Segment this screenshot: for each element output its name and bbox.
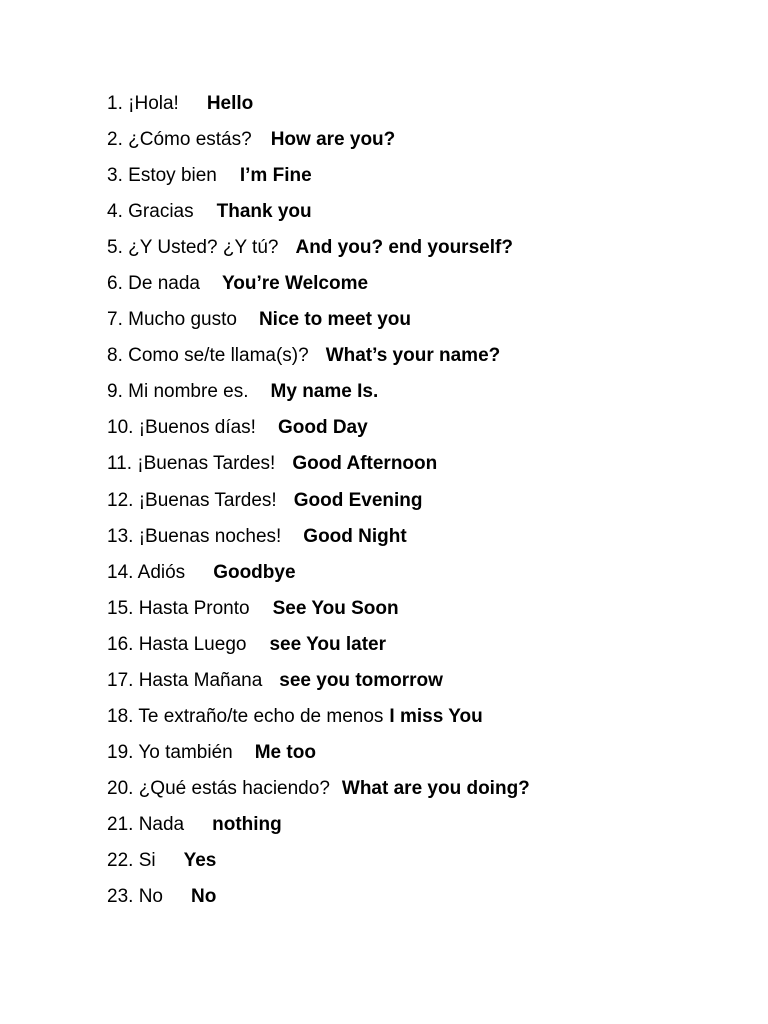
english-translation: See You Soon bbox=[272, 597, 399, 619]
item-number: 13. bbox=[107, 525, 134, 547]
list-item bbox=[107, 270, 530, 306]
english-translation: Good Evening bbox=[293, 489, 423, 511]
english-translation: Goodbye bbox=[213, 561, 296, 583]
item-number: 19. bbox=[107, 741, 134, 763]
english-translation: Yes bbox=[183, 849, 217, 871]
item-number: 22. bbox=[107, 849, 134, 871]
list-item bbox=[107, 811, 530, 847]
spanish-phrase: Nada bbox=[138, 813, 185, 835]
list-item bbox=[107, 487, 530, 523]
list-item bbox=[107, 234, 530, 270]
spanish-phrase: Gracias bbox=[128, 201, 194, 223]
spanish-phrase: Adiós bbox=[137, 561, 186, 583]
spanish-phrase: ¡Hola! bbox=[128, 93, 179, 114]
spanish-phrase: ¡Buenos días! bbox=[138, 417, 256, 439]
spanish-phrase: Te extraño/te echo de menos bbox=[138, 705, 384, 727]
item-number: 14. bbox=[107, 561, 134, 583]
spanish-phrase: Como se/te llama(s)? bbox=[128, 345, 309, 367]
spanish-phrase: Hasta Luego bbox=[138, 633, 247, 655]
english-translation: Good Afternoon bbox=[292, 453, 438, 475]
list-item bbox=[107, 775, 530, 811]
list-item bbox=[107, 739, 530, 775]
item-number: 4. bbox=[107, 201, 123, 223]
spanish-phrase: De nada bbox=[128, 273, 200, 295]
spanish-phrase: Estoy bien bbox=[128, 165, 217, 187]
item-number: 2. bbox=[107, 129, 123, 151]
item-number: 7. bbox=[107, 309, 123, 331]
list-item bbox=[107, 162, 530, 198]
list-item bbox=[107, 450, 530, 486]
list-item bbox=[107, 883, 530, 919]
english-translation: Nice to meet you bbox=[258, 309, 411, 331]
item-number: 23. bbox=[107, 886, 134, 908]
spanish-phrase: ¡Buenas noches! bbox=[138, 525, 282, 547]
item-number: 20. bbox=[107, 777, 134, 799]
list-item bbox=[107, 559, 530, 595]
item-number: 10. bbox=[107, 417, 134, 439]
item-number: 8. bbox=[107, 345, 123, 367]
spanish-phrase: No bbox=[138, 886, 163, 908]
english-translation: Good Day bbox=[277, 417, 368, 439]
english-translation: How are you? bbox=[270, 129, 396, 151]
list-item bbox=[107, 414, 530, 450]
english-translation: Good Night bbox=[303, 525, 407, 547]
spanish-phrase: ¡Buenas Tardes! bbox=[138, 489, 277, 511]
spanish-phrase: ¿Qué estás haciendo? bbox=[138, 777, 330, 799]
item-number: 17. bbox=[107, 669, 134, 691]
list-item bbox=[107, 595, 530, 631]
list-item bbox=[107, 306, 530, 342]
list-item bbox=[107, 703, 530, 739]
english-translation: What’s your name? bbox=[325, 345, 501, 367]
item-number: 9. bbox=[107, 381, 123, 403]
spanish-phrase: Hasta Pronto bbox=[138, 597, 250, 619]
item-number: 5. bbox=[107, 237, 123, 259]
list-item bbox=[107, 90, 530, 126]
item-number: 6. bbox=[107, 273, 123, 295]
item-number: 21. bbox=[107, 813, 134, 835]
english-translation: I’m Fine bbox=[239, 165, 312, 187]
english-translation: I miss You bbox=[389, 705, 483, 727]
spanish-phrase: ¡Buenas Tardes! bbox=[137, 453, 276, 475]
item-number: 16. bbox=[107, 633, 134, 655]
item-number: 3. bbox=[107, 165, 123, 187]
spanish-phrase: Hasta Mañana bbox=[138, 669, 263, 691]
english-translation: Me too bbox=[254, 741, 316, 763]
english-translation: And you? end yourself? bbox=[295, 237, 513, 259]
list-item bbox=[107, 342, 530, 378]
english-translation: see You later bbox=[269, 633, 386, 655]
english-translation: see you tomorrow bbox=[279, 669, 443, 691]
list-item bbox=[107, 523, 530, 559]
spanish-phrase: ¿Cómo estás? bbox=[128, 129, 252, 151]
spanish-phrase: Yo también bbox=[138, 741, 233, 763]
list-item bbox=[107, 126, 530, 162]
english-translation: Hello bbox=[206, 93, 254, 114]
phrase-list bbox=[107, 90, 530, 919]
english-translation: You’re Welcome bbox=[221, 273, 369, 295]
spanish-phrase: ¿Y Usted? ¿Y tú? bbox=[128, 237, 279, 259]
item-number: 1. bbox=[107, 93, 123, 114]
list-item bbox=[107, 198, 530, 234]
item-number: 15. bbox=[107, 597, 134, 619]
english-translation: What are you doing? bbox=[341, 777, 530, 799]
english-translation: nothing bbox=[212, 813, 282, 835]
list-item bbox=[107, 847, 530, 883]
english-translation: My name Is. bbox=[270, 381, 379, 403]
list-item bbox=[107, 631, 530, 667]
item-number: 18. bbox=[107, 705, 134, 727]
spanish-phrase: Mi nombre es. bbox=[128, 381, 249, 403]
english-translation: Thank you bbox=[216, 201, 312, 223]
english-translation: No bbox=[191, 886, 217, 908]
spanish-phrase: Mucho gusto bbox=[128, 309, 237, 331]
list-item bbox=[107, 667, 530, 703]
item-number: 12. bbox=[107, 489, 134, 511]
list-item bbox=[107, 378, 530, 414]
item-number: 11. bbox=[107, 453, 133, 475]
spanish-phrase: Si bbox=[138, 849, 156, 871]
